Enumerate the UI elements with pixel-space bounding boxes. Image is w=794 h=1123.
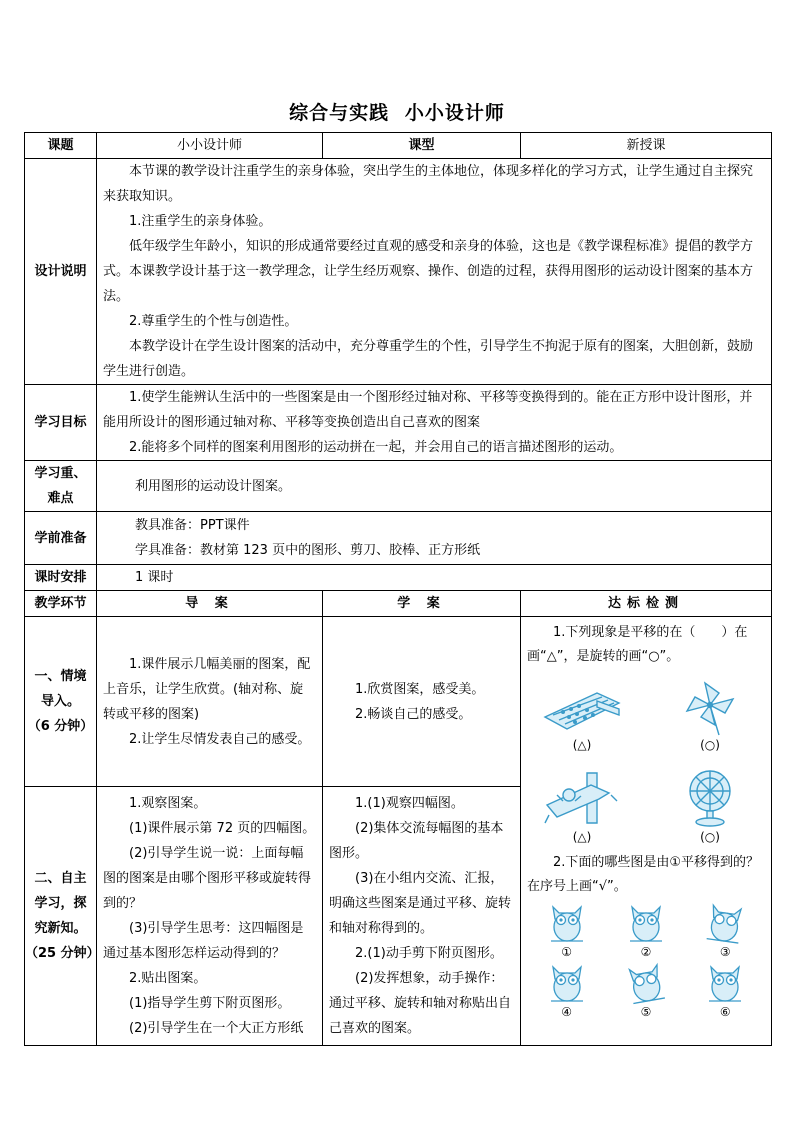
- section1-guide-item: 1.课件展示几幅美丽的图案，配上音乐，让学生欣赏。(轴对称、旋转或平移的图案): [103, 656, 311, 722]
- q1-figures-row1: [527, 679, 765, 753]
- section1-study-item: 1.欣赏图案，感受美。: [355, 681, 485, 697]
- section2-study-item: 2.(1)动手剪下附页图形。: [355, 946, 503, 961]
- owl-label: ⑥: [719, 1005, 731, 1019]
- keypoints-label: [25, 461, 97, 512]
- slide-icon: [539, 767, 625, 829]
- section1-stage: [25, 617, 97, 787]
- title-part2: 小小设计师: [404, 102, 505, 124]
- owl-icon: [545, 961, 589, 1005]
- col-study-header: 学 案: [323, 591, 521, 617]
- column-header-row: [25, 591, 772, 617]
- section2-study-item: (2)集体交流每幅图的基本图形。: [329, 821, 504, 861]
- section1-stage-line: （6 分钟）: [27, 719, 94, 734]
- section1-guide-item: 2.让学生尽情发表自己的感受。: [129, 731, 311, 747]
- section2-study: [323, 787, 521, 1046]
- q1-caption: (△): [572, 830, 592, 844]
- q1-figure: [665, 767, 755, 845]
- prep-content: [97, 512, 772, 565]
- owl-option: [537, 901, 597, 959]
- pinwheel-icon: [675, 679, 745, 737]
- owl-option: [616, 961, 676, 1019]
- prep-row: [25, 512, 772, 565]
- goals-content: [97, 385, 772, 461]
- q1-figure: [665, 679, 755, 753]
- schedule-value: 1 课时: [135, 570, 174, 585]
- section1-study: [323, 617, 521, 787]
- keypoints-row: [25, 461, 772, 512]
- section2-guide-item: 1.观察图案。: [129, 796, 207, 811]
- prep-line1: 教具准备：PPT课件: [135, 518, 250, 533]
- design-content: [97, 159, 772, 385]
- schedule-label: 课时安排: [25, 565, 97, 591]
- design-paragraph: 低年级学生年龄小，知识的形成通常要经过直观的感受和亲身的体验，这也是《教学课程标准》提倡的教学方式。本课教学设计基于这一教学理念，让学生经历观察、操作、创造的过程，获得用图形的运动设计图案的基本方法。: [103, 239, 754, 304]
- abacus-icon: [539, 679, 625, 737]
- section1-row: [25, 617, 772, 787]
- goals-row: [25, 385, 772, 461]
- topic-value: 小小设计师: [97, 133, 323, 159]
- type-value: 新授课: [521, 133, 772, 159]
- col-stage-header: 教学环节: [25, 591, 97, 617]
- owl-option: [695, 901, 755, 959]
- lesson-plan-table: [24, 132, 772, 1046]
- section2-study-item: 1.(1)观察四幅图。: [355, 796, 464, 811]
- design-label: 设计说明: [25, 159, 97, 385]
- goal-paragraph: 2.能将多个同样的图案利用图形的运动拼在一起，并会用自己的语言描述图形的运动。: [129, 440, 623, 455]
- section2-guide-item: 2.贴出图案。: [129, 971, 207, 986]
- section1-stage-line: 一、情境: [34, 669, 87, 684]
- check-question-1: 1.下列现象是平移的在（ ）在画“△”，是旋转的画“○”。: [527, 625, 748, 664]
- owl-icon: [703, 961, 747, 1005]
- section2-stage: [25, 787, 100, 1046]
- keypoints-content: [97, 461, 772, 512]
- q1-caption: (△): [572, 738, 592, 752]
- section2-guide-item: (3)引导学生思考：这四幅图是通过基本图形怎样运动得到的？: [103, 921, 304, 961]
- col-guide-header: 导 案: [97, 591, 323, 617]
- q1-figure: [537, 679, 627, 753]
- keypoints-label-line2: 难点: [47, 491, 74, 506]
- check-question-2: 2.下面的哪些图是由①平移得到的？在序号上画“√”。: [527, 855, 760, 894]
- prep-line2: 学具准备：教材第 123 页中的图形、剪刀、胶棒、正方形纸: [135, 543, 481, 558]
- section1-study-item: 2.畅谈自己的感受。: [355, 706, 472, 722]
- schedule-row: [25, 565, 772, 591]
- owl-icon: [624, 961, 668, 1005]
- owl-grid: [527, 901, 765, 1019]
- col-check-header: 达标检测: [521, 591, 772, 617]
- prep-label: 学前准备: [25, 512, 97, 565]
- design-paragraph: 2.尊重学生的个性与创造性。: [129, 314, 298, 329]
- section2-stage-line: 究新知。: [34, 921, 87, 936]
- owl-option: [616, 901, 676, 959]
- section2-guide-item: (1)指导学生剪下附页图形。: [129, 996, 291, 1011]
- section2-guide-item: (2)引导学生在一个大正方形纸: [129, 1021, 304, 1036]
- q1-figure: [537, 767, 627, 845]
- section1-stage-line: 导入。: [40, 694, 80, 709]
- document-title: [0, 98, 794, 125]
- section2-study-item: (3)在小组内交流、汇报，明确这些图案是通过平移、旋转和轴对称得到的。: [329, 871, 512, 936]
- owl-option: [537, 961, 597, 1019]
- owl-icon: [545, 901, 589, 945]
- owl-label: ③: [719, 945, 731, 959]
- type-label: 课型: [323, 133, 521, 159]
- section2-stage-line: （25 分钟）: [25, 946, 100, 961]
- design-paragraph: 本教学设计在学生设计图案的活动中，充分尊重学生的个性，引导学生不拘泥于原有的图案，大胆创新，鼓励学生进行创造。: [103, 339, 754, 379]
- keypoints-value: 利用图形的运动设计图案。: [135, 478, 292, 494]
- title-part1: 综合与实践: [289, 102, 390, 124]
- owl-label: ①: [561, 945, 573, 959]
- section1-guide: [97, 617, 323, 787]
- owl-icon: [624, 901, 668, 945]
- check-cell: [521, 617, 772, 1046]
- section2-guide-item: (1)课件展示第 72 页的四幅图。: [129, 821, 316, 836]
- q1-figures-row2: [527, 767, 765, 845]
- q1-caption: (○): [700, 738, 720, 752]
- section2-stage-line: 二、自主: [34, 871, 87, 886]
- goal-paragraph: 1.使学生能辨认生活中的一些图案是由一个图形经过轴对称、平移等变换得到的。能在正方形中设计图形，并能用所设计的图形通过轴对称、平移等变换创造出自己喜欢的图案: [103, 390, 753, 430]
- section2-stage-line: 学习，探: [34, 896, 87, 911]
- q1-caption: (○): [700, 830, 720, 844]
- fan-icon: [675, 767, 745, 829]
- design-paragraph: 1.注重学生的亲身体验。: [129, 214, 272, 229]
- topic-row: [25, 133, 772, 159]
- schedule-content: [97, 565, 772, 591]
- owl-label: ⑤: [640, 1005, 652, 1019]
- owl-label: ②: [640, 945, 652, 959]
- topic-label: 课题: [25, 133, 97, 159]
- section2-study-item: (2)发挥想象，动手操作：通过平移、旋转和轴对称贴出自己喜欢的图案。: [329, 971, 512, 1036]
- design-row: [25, 159, 772, 385]
- owl-label: ④: [561, 1005, 573, 1019]
- design-paragraph: 本节课的教学设计注重学生的亲身体验，突出学生的主体地位，体现多样化的学习方式，让学生通过自主探究来获取知识。: [103, 164, 754, 204]
- keypoints-label-line1: 学习重、: [34, 466, 87, 481]
- owl-option: [695, 961, 755, 1019]
- goals-label: 学习目标: [25, 385, 97, 461]
- owl-icon: [703, 901, 747, 945]
- section2-guide: [97, 787, 323, 1046]
- section2-guide-item: (2)引导学生说一说：上面每幅图的图案是由哪个图形平移或旋转得到的？: [103, 846, 312, 911]
